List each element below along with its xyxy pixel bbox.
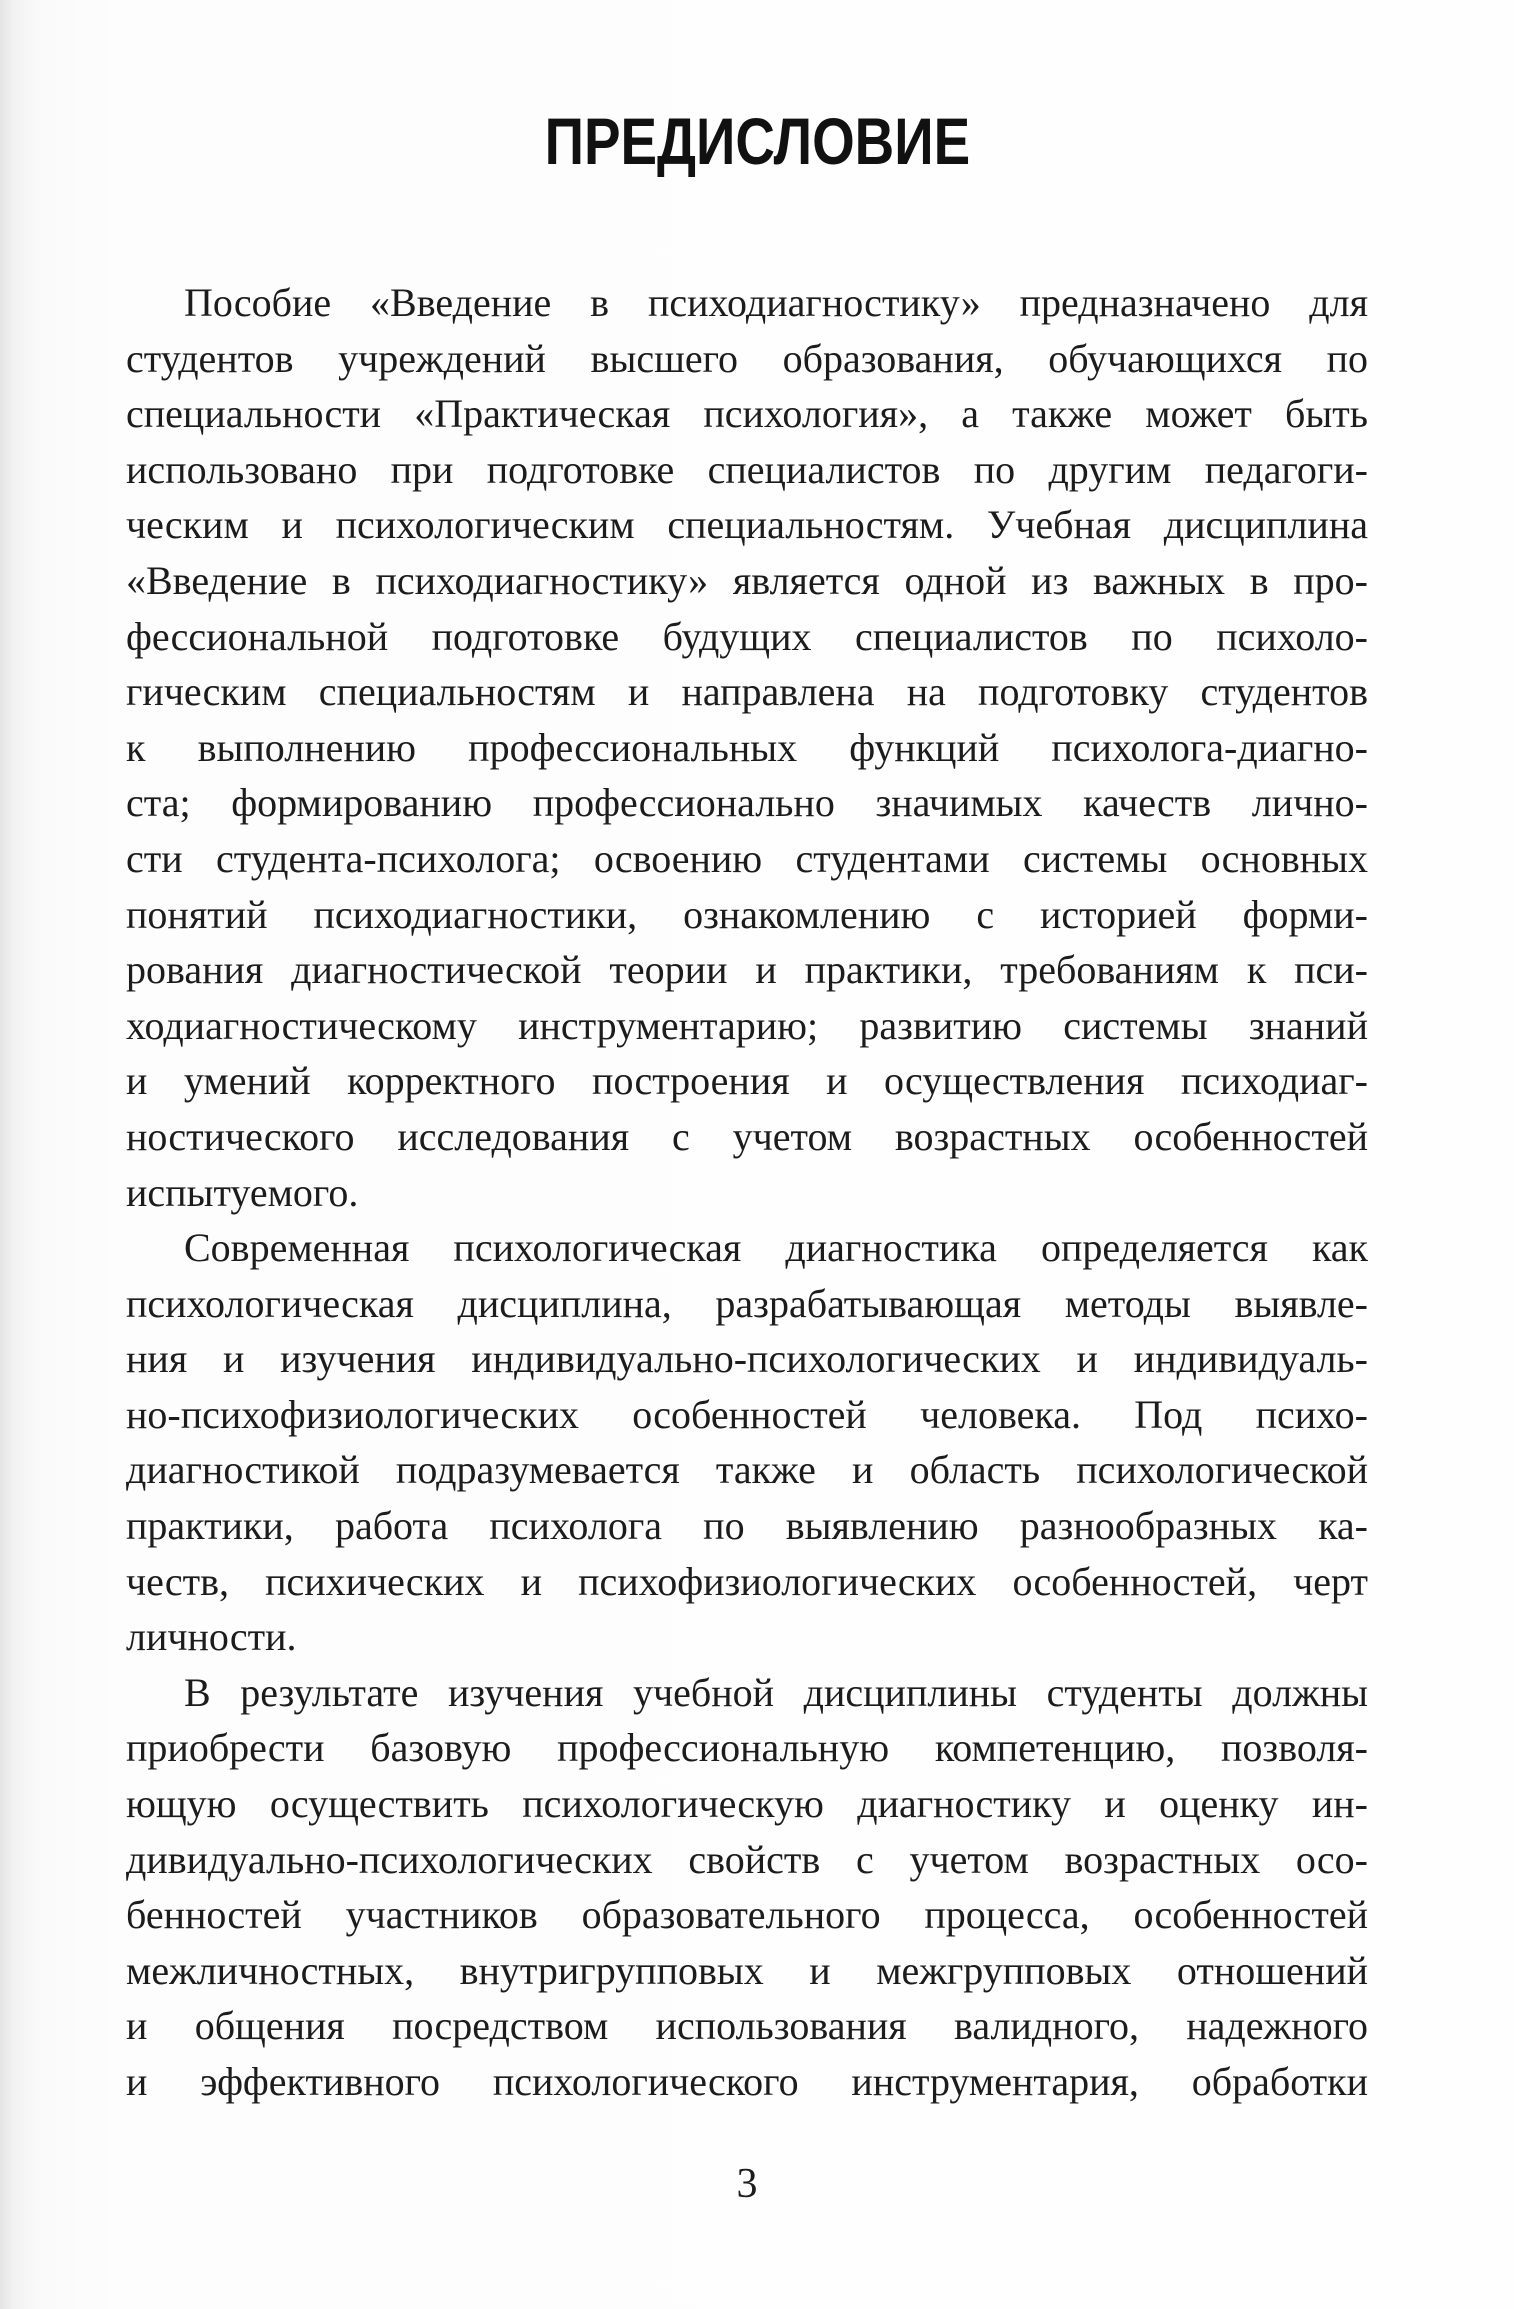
text-line: Пособие «Введение в психодиагностику» предназначено для [184, 280, 1368, 325]
text-line: В результате изучения учебной дисциплины студенты должны [184, 1669, 1368, 1715]
text-line: специальности «Практическая психология», а также может быть [126, 391, 1368, 437]
text-line: диагностикой подразумевается также и область психологической [126, 1447, 1368, 1493]
text-line: Современная психологическая диагностика определяется как [184, 1225, 1368, 1271]
text-line: и общения посредством использования валидного, надежного [126, 2003, 1368, 2049]
paragraph-1 [126, 275, 1368, 1220]
title-text: ПРЕДИСЛОВИЕ [544, 104, 970, 178]
text-line: практики, работа психолога по выявлению разнообразных ка- [126, 1503, 1368, 1549]
text-line: ческим и психологическим специальностям. Учебная дисциплина [126, 502, 1368, 548]
text-line: приобрести базовую профессиональную компетенцию, позволя- [126, 1725, 1368, 1771]
body-text [126, 275, 1368, 2110]
text-line: понятий психодиагностики, ознакомлению с историей форми- [126, 891, 1368, 937]
text-line: межличностных, внутригрупповых и межгрупповых отношений [126, 1947, 1368, 1993]
text-line: и умений корректного построения и осуществления психодиаг- [126, 1058, 1368, 1104]
text-line: личности. [126, 1614, 297, 1660]
text-line: ходиагностическому инструментарию; развитию системы знаний [126, 1002, 1368, 1048]
text-line: сти студента-психолога; освоению студентами системы основных [126, 835, 1368, 881]
text-line: ния и изучения индивидуально-психологических и индивидуаль- [126, 1336, 1368, 1382]
text-line: и эффективного психологического инструментария, обработки [126, 2059, 1368, 2104]
text-line: ста; формированию профессионально значимых качеств лично- [126, 780, 1368, 826]
text-line: психологическая дисциплина, разрабатывающая методы выявле- [126, 1280, 1368, 1326]
text-line: «Введение в психодиагностику» является одной из важных в про- [126, 557, 1368, 603]
page-number: 3 [736, 2161, 758, 2207]
text-line: ностического исследования с учетом возрастных особенностей [126, 1113, 1368, 1159]
paragraph-3 [126, 1665, 1368, 2110]
text-line: бенностей участников образовательного процесса, особенностей [126, 1892, 1368, 1938]
page-title [0, 104, 1514, 178]
paragraph-2 [126, 1220, 1368, 1665]
text-line: фессиональной подготовке будущих специалистов по психоло- [126, 613, 1368, 659]
text-line: использовано при подготовке специалистов по другим педагоги- [126, 446, 1368, 492]
text-line: дивидуально-психологических свойств с учетом возрастных осо- [126, 1836, 1368, 1882]
text-line: студентов учреждений высшего образования, обучающихся по [126, 335, 1368, 381]
text-line: гическим специальностям и направлена на подготовку студентов [126, 669, 1368, 715]
text-line: ющую осуществить психологическую диагностику и оценку ин- [126, 1781, 1368, 1827]
text-line: испытуемого. [126, 1169, 359, 1215]
text-line: честв, психических и психофизиологических особенностей, черт [126, 1558, 1368, 1604]
text-line: рования диагностической теории и практики, требованиям к пси- [126, 947, 1368, 993]
text-line: но-психофизиологических особенностей человека. Под психо- [126, 1391, 1368, 1437]
text-line: к выполнению профессиональных функций психолога-диагно- [126, 724, 1368, 770]
